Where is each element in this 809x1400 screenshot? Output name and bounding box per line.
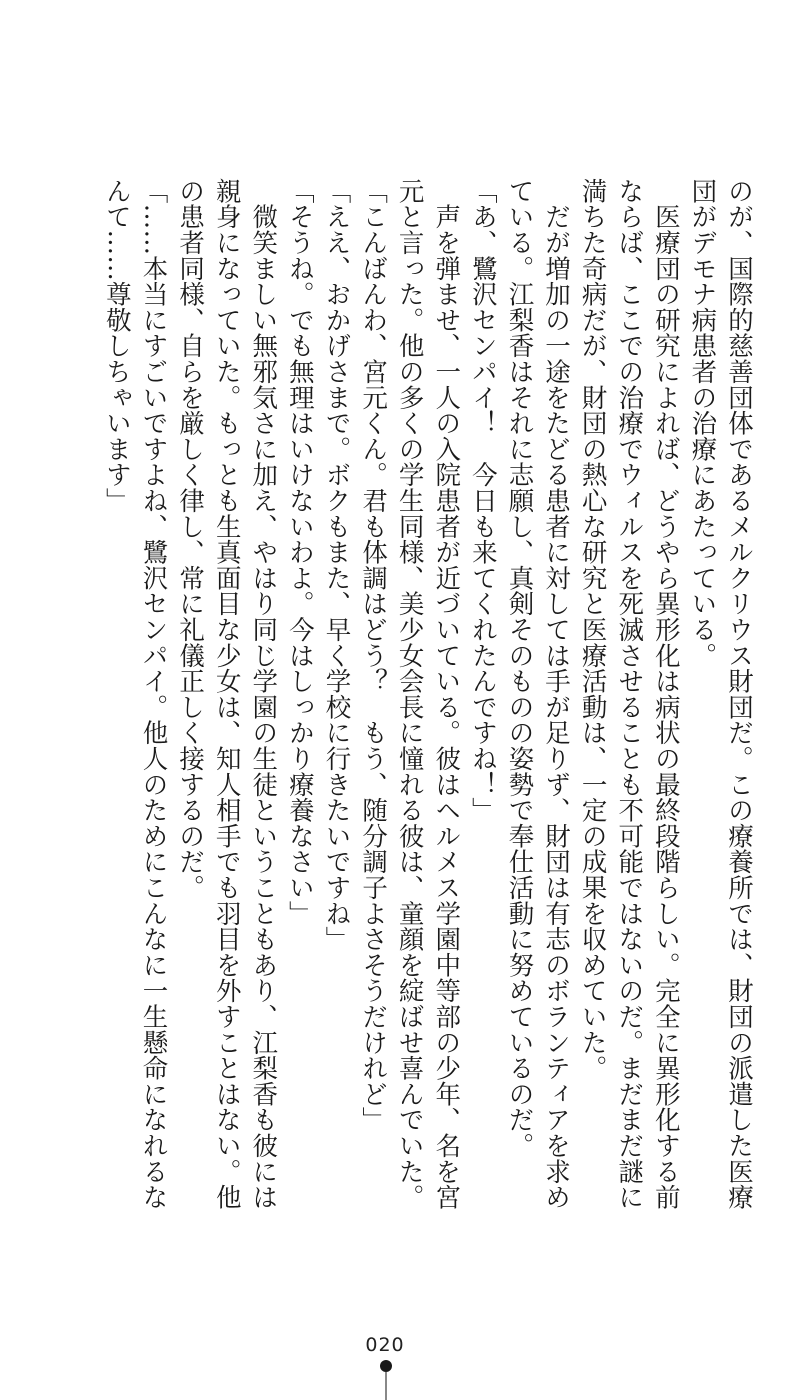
text-line: 「そうね。でも無理はいけないわよ。今はしっかり療養なさい」 xyxy=(284,178,315,927)
text-line: んて……尊敬しちゃいます」 xyxy=(101,178,132,514)
text-line: 「ええ、おかげさまで。ボクもまた、早く学校に行きたいですね」 xyxy=(321,178,352,952)
text-line: だが増加の一途をたどる患者に対しては手が足りず、財団は有志のボランティアを求め xyxy=(541,178,572,1210)
text-line: 満ちた奇病だが、財団の熱心な研究と医療活動は、一定の成果を収めていた。 xyxy=(577,178,608,1081)
page-marker-dot xyxy=(380,1360,392,1372)
text-line: 声を弾ませ、一人の入院患者が近づいている。彼はヘルメス学園中等部の少年、名を宮 xyxy=(431,178,462,1210)
page-marker-rule xyxy=(385,1372,387,1400)
text-line: 「……本当にすごいですよね、鷺沢センパイ。他人のためにこんなに一生懸命になれるな xyxy=(138,178,169,1210)
page-number: 020 xyxy=(365,1334,405,1356)
text-line: の患者同様、自らを厳しく律し、常に礼儀正しく接するのだ。 xyxy=(175,178,206,901)
text-line: ならば、ここでの治療でウィルスを死滅させることも不可能ではないのだ。まだまだ謎に xyxy=(614,178,645,1210)
text-line: 元と言った。他の多くの学生同様、美少女会長に憧れる彼は、童顔を綻ばせ喜んでいた。 xyxy=(394,178,425,1210)
text-line: 医療団の研究によれば、どうやら異形化は病状の最終段階らしい。完全に異形化する前 xyxy=(650,178,681,1210)
text-line: 「こんばんわ、宮元くん。君も体調はどう？ もう、随分調子よさそうだけれど」 xyxy=(358,178,389,1133)
text-line: 微笑ましい無邪気さに加え、やはり同じ学園の生徒ということもあり、江梨香も彼には xyxy=(248,178,279,1210)
text-line: のが、国際的慈善団体であるメルクリウス財団だ。この療養所では、財団の派遣した医療 xyxy=(724,178,754,1210)
vertical-text-block xyxy=(57,178,757,1243)
text-line: ている。江梨香はそれに志願し、真剣そのものの姿勢で奉仕活動に努めているのだ。 xyxy=(504,178,535,1159)
text-line: 「あ、鷺沢センパイ！ 今日も来てくれたんですね！」 xyxy=(467,178,498,823)
text-line: 団がデモナ病患者の治療にあたっている。 xyxy=(687,178,718,669)
text-line: 親身になっていた。もっとも生真面目な少女は、知人相手でも羽目を外すことはない。他 xyxy=(211,178,242,1210)
